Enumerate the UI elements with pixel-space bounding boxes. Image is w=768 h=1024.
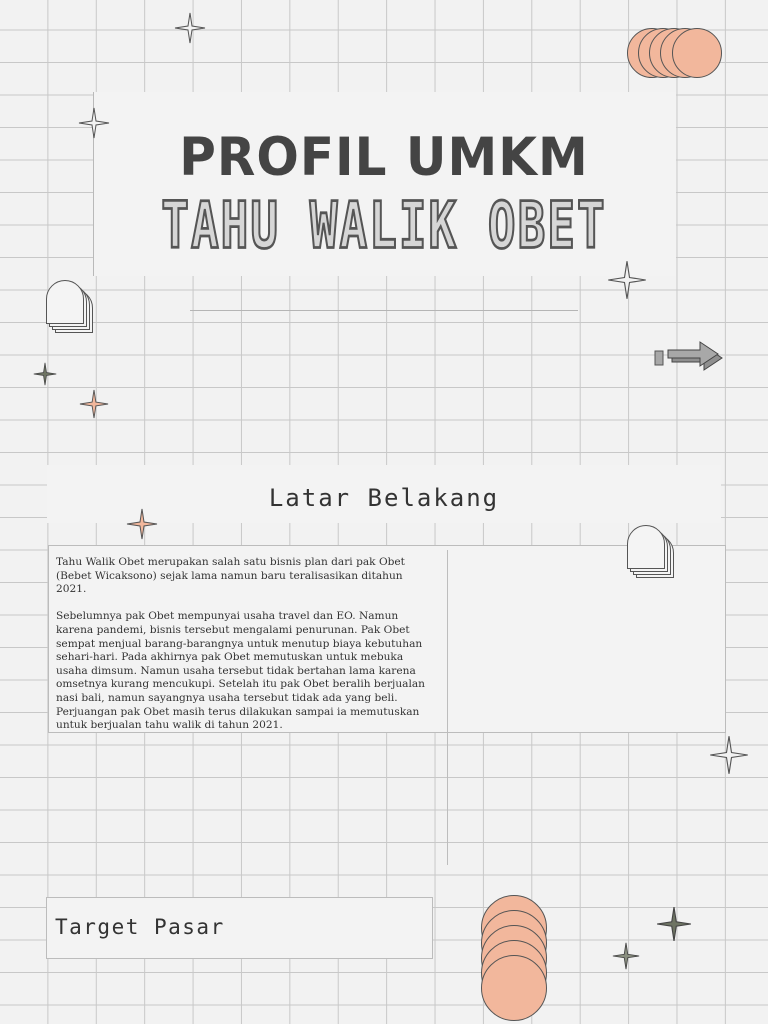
- sparkle-icon: [79, 389, 109, 419]
- sparkle-icon: [174, 12, 206, 44]
- paragraph: Tahu Walik Obet merupakan salah satu bisnis plan dari pak Obet (Bebet Wicaksono) sejak lama namun baru teralisasikan ditahun 2021.: [56, 556, 405, 596]
- sparkle-icon: [607, 260, 647, 300]
- background-text: [56, 556, 436, 746]
- sparkle-icon: [78, 107, 110, 139]
- vertical-divider: [447, 550, 448, 865]
- sparkle-icon: [126, 508, 158, 540]
- paragraph: Sebelumnya pak Obet mempunyai usaha travel dan EO. Namun karena pandemi, bisnis tersebut mengalami penurunan. Pak Obet sempat menjual barang-barangnya untuk menutup biaya kebutuhan sehari-hari. Pada akhirnya pak Obet memutuskan untuk mebuka usaha dimsum. Namun usaha tersebut tidak bertahan lama karena omsetnya kurang mencukupi. Setelah itu pak Obet beralih berjualan nasi bali, namun sayangnya usaha tersebut tidak ada yang beli. Perjuangan pak Obet masih terus dilakukan sampai ia memutuskan untuk berjualan tahu walik di tahun 2021.: [56, 610, 426, 732]
- sparkle-icon: [656, 906, 692, 942]
- sparkle-icon: [709, 735, 749, 775]
- sparkle-icon: [33, 362, 57, 386]
- page-subtitle: TAHU WALIK OBET: [161, 187, 607, 263]
- section-heading-background: Latar Belakang: [268, 484, 500, 512]
- sparkle-icon: [612, 942, 640, 970]
- section-heading-market: Target Pasar: [55, 915, 225, 939]
- arrow-right-icon: [652, 340, 726, 374]
- title-divider: [190, 310, 578, 311]
- page-title: PROFIL UMKM: [179, 126, 589, 188]
